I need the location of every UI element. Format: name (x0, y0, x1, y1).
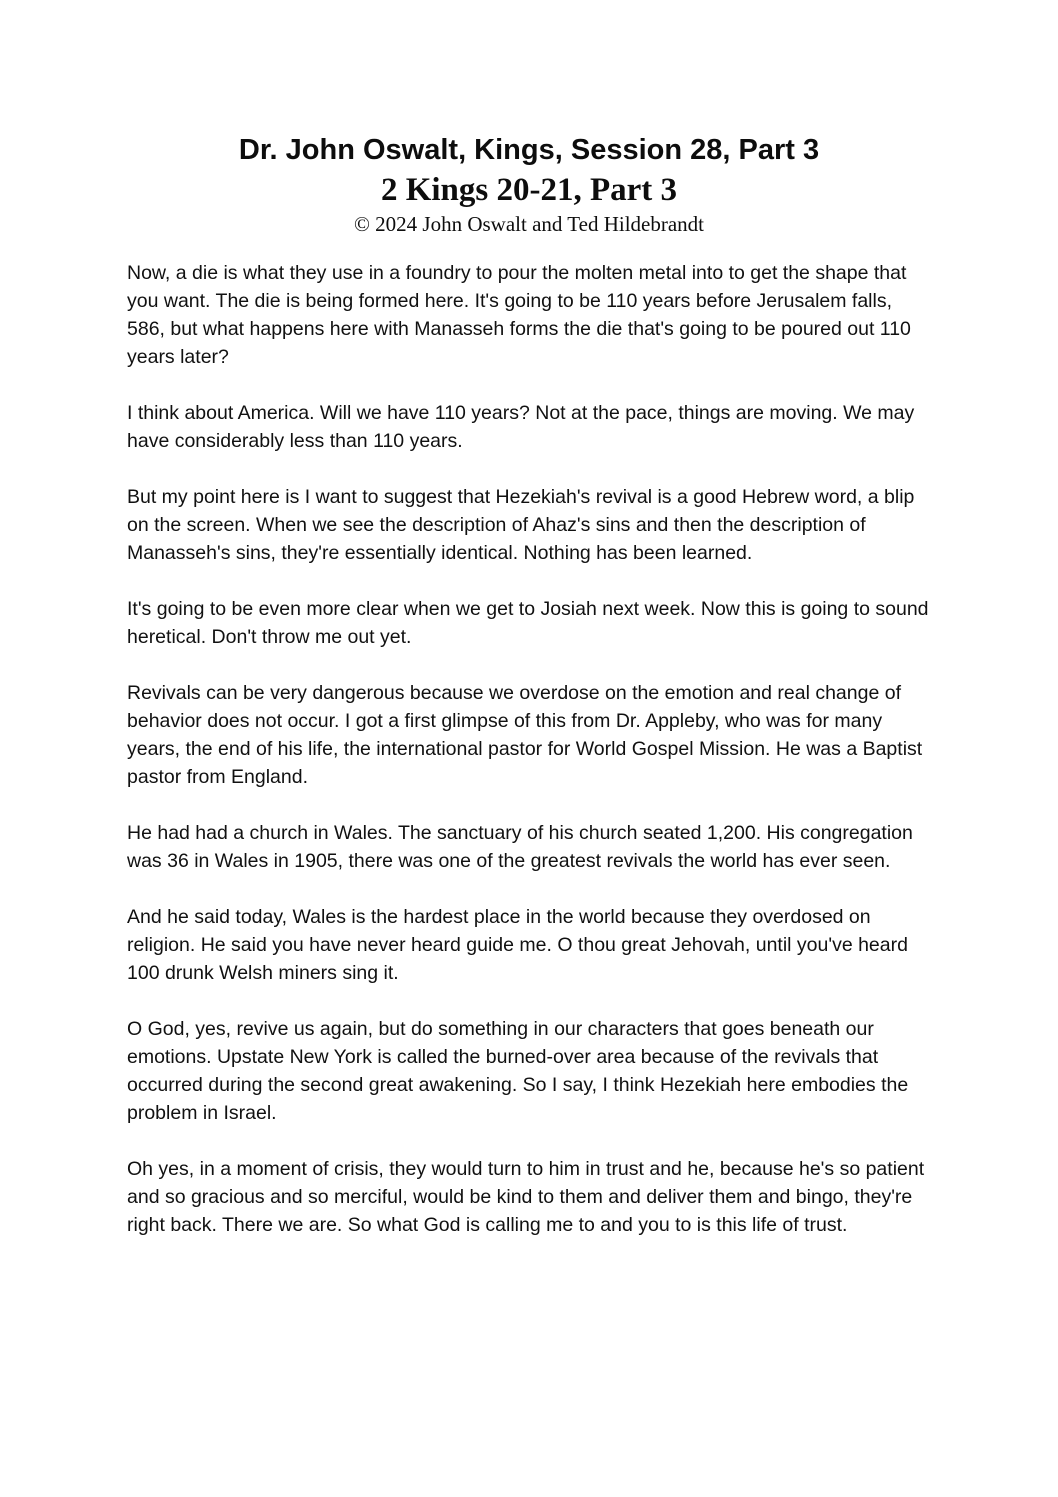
copyright-line: © 2024 John Oswalt and Ted Hildebrandt (353, 212, 705, 236)
document-header (127, 131, 931, 237)
document-body (127, 259, 933, 1239)
document-title: Dr. John Oswalt, Kings, Session 28, Part 3 (238, 134, 820, 166)
document-subtitle: 2 Kings 20-21, Part 3 (380, 172, 678, 208)
paragraph: He had had a church in Wales. The sanctuary of his church seated 1,200. His congregation was 36 in Wales in 1905, there was one of the greatest revivals the world has ever seen. (127, 822, 913, 872)
paragraph: Oh yes, in a moment of crisis, they would turn to him in trust and he, because he's so patient and so gracious and so merciful, would be kind to them and deliver them and bingo, they're right back. There we are. So what God is calling me to and you to is this life of trust. (127, 1158, 925, 1236)
paragraph: But my point here is I want to suggest that Hezekiah's revival is a good Hebrew word, a blip on the screen. When we see the description of Ahaz's sins and then the description of Manasseh's sins, they're essentially identical. Nothing has been learned. (127, 486, 915, 564)
paragraph: I think about America. Will we have 110 years? Not at the pace, things are moving. We may have considerably less than 110 years. (127, 402, 915, 452)
paragraph: And he said today, Wales is the hardest place in the world because they overdosed on religion. He said you have never heard guide me. O thou great Jehovah, until you've heard 100 drunk Welsh miners sing it. (127, 906, 908, 984)
paragraph: Revivals can be very dangerous because we overdose on the emotion and real change of behavior does not occur. I got a first glimpse of this from Dr. Appleby, who was for many years, the end of his life, the international pastor for World Gospel Mission. He was a Baptist pastor from England. (127, 682, 923, 788)
paragraph: O God, yes, revive us again, but do something in our characters that goes beneath our emotions. Upstate New York is called the burned-over area because of the revivals that occurred during the second great awakening. So I say, I think Hezekiah here embodies the problem in Israel. (127, 1018, 909, 1124)
paragraph: Now, a die is what they use in a foundry to pour the molten metal into to get the shape that you want. The die is being formed here. It's going to be 110 years before Jerusalem falls, 586, but what happens here with Manasseh forms the die that's going to be poured out 110 years later? (127, 262, 911, 368)
paragraph: It's going to be even more clear when we get to Josiah next week. Now this is going to sound heretical. Don't throw me out yet. (127, 598, 929, 648)
